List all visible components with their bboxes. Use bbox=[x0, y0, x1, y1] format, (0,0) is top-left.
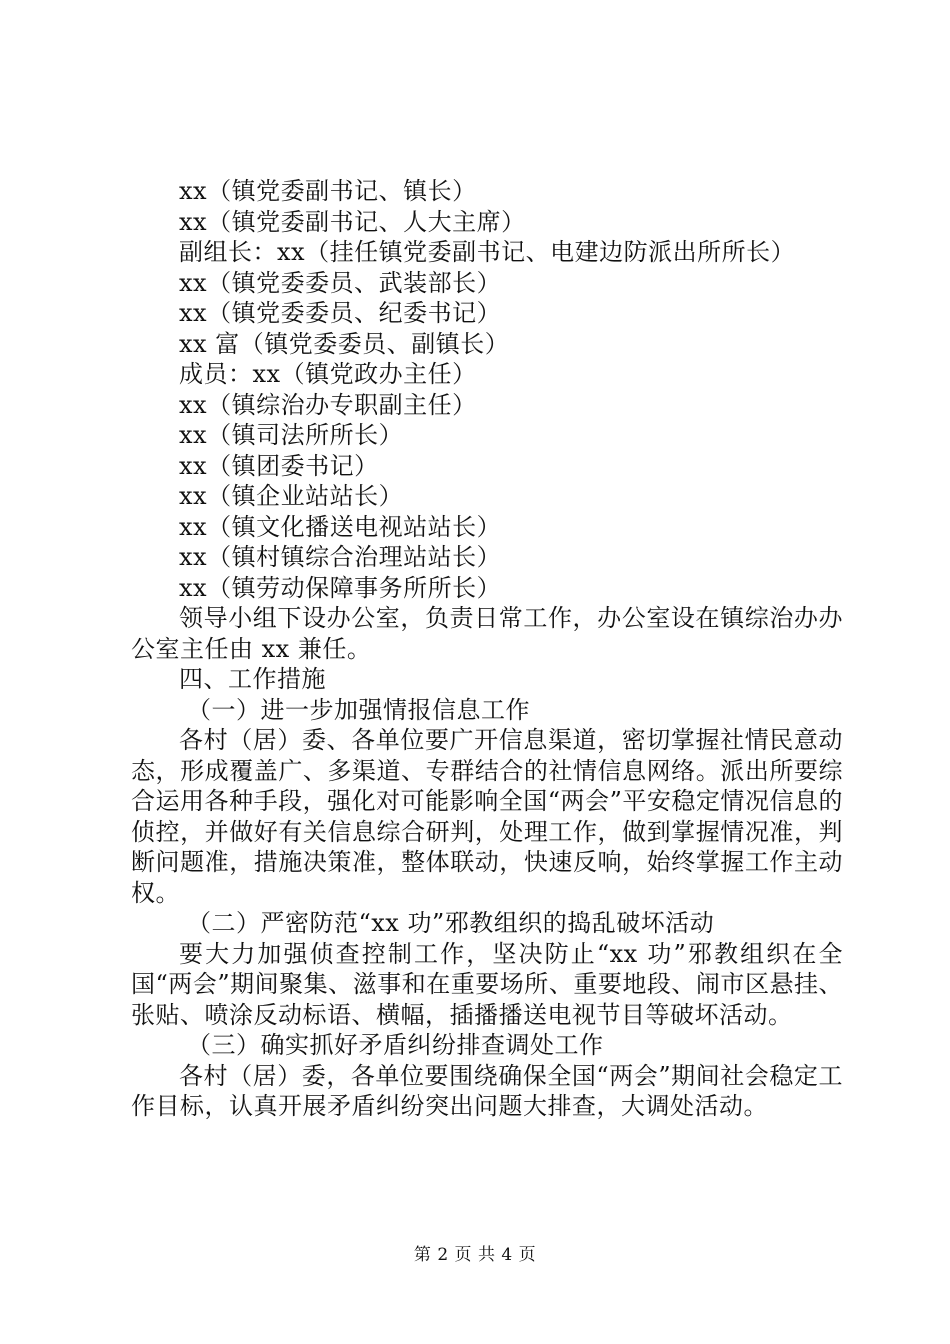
subsection-body-3: 各村（居）委，各单位要围绕确保全国“两会”期间社会稳定工作目标，认真开展矛盾纠纷突出问题大排查，大调处活动。 bbox=[131, 1061, 843, 1120]
member-line: xx（镇司法所所长） bbox=[179, 421, 404, 449]
page-footer: 第 2 页 共 4 页 bbox=[413, 1245, 537, 1265]
member-line: xx（镇党委委员、纪委书记） bbox=[179, 299, 502, 327]
subsection-title-3: （三）确实抓好矛盾纠纷排查调处工作 bbox=[187, 1031, 604, 1059]
subsection-title-2: （二）严密防范“xx 功”邪教组织的捣乱破坏活动 bbox=[187, 909, 715, 937]
section-heading: 四、工作措施 bbox=[179, 665, 326, 693]
office-paragraph: 领导小组下设办公室，负责日常工作，办公室设在镇综治办办公室主任由 xx 兼任。 bbox=[131, 604, 843, 663]
member-line: xx（镇党委副书记、人大主席） bbox=[179, 207, 526, 236]
member-line: xx（镇党委副书记、镇长） bbox=[179, 177, 477, 205]
member-line: xx（镇企业站站长） bbox=[179, 482, 404, 510]
member-line: xx（镇村镇综合治理站站长） bbox=[179, 543, 502, 571]
member-line: xx（镇劳动保障事务所所长） bbox=[179, 573, 502, 602]
member-line: 副组长：xx（挂任镇党委副书记、电建边防派出所所长） bbox=[179, 238, 796, 266]
subsection-title-1: （一）进一步加强情报信息工作 bbox=[187, 695, 530, 724]
member-line: xx（镇综治办专职副主任） bbox=[179, 390, 477, 419]
subsection-body-1: 各村（居）委、各单位要广开信息渠道，密切掌握社情民意动态，形成覆盖广、多渠道、专群结合的社情信息网络。派出所要综合运用各种手段，强化对可能影响全国“两会”平安稳定情况信息的侦控，并做好有关信息综合研判，处理工作，做到掌握情况准，判断问题准，措施决策准，整体联动，快速反响，始终掌握工作主动权。 bbox=[131, 726, 843, 907]
subsection-body-2: 要大力加强侦查控制工作，坚决防止“xx 功”邪教组织在全国“两会”期间聚集、滋事和在重要场所、重要地段、闹市区悬挂、张贴、喷涂反动标语、横幅，插播播送电视节目等破坏活动。 bbox=[131, 939, 843, 1029]
member-line: xx（镇文化播送电视站站长） bbox=[179, 512, 502, 541]
member-line: xx（镇党委委员、武装部长） bbox=[179, 268, 502, 297]
document-body bbox=[131, 176, 843, 1122]
member-line: xx（镇团委书记） bbox=[179, 451, 379, 480]
member-line: 成员：xx（镇党政办主任） bbox=[179, 360, 477, 388]
member-line: xx 富（镇党委委员、副镇长） bbox=[179, 329, 510, 358]
